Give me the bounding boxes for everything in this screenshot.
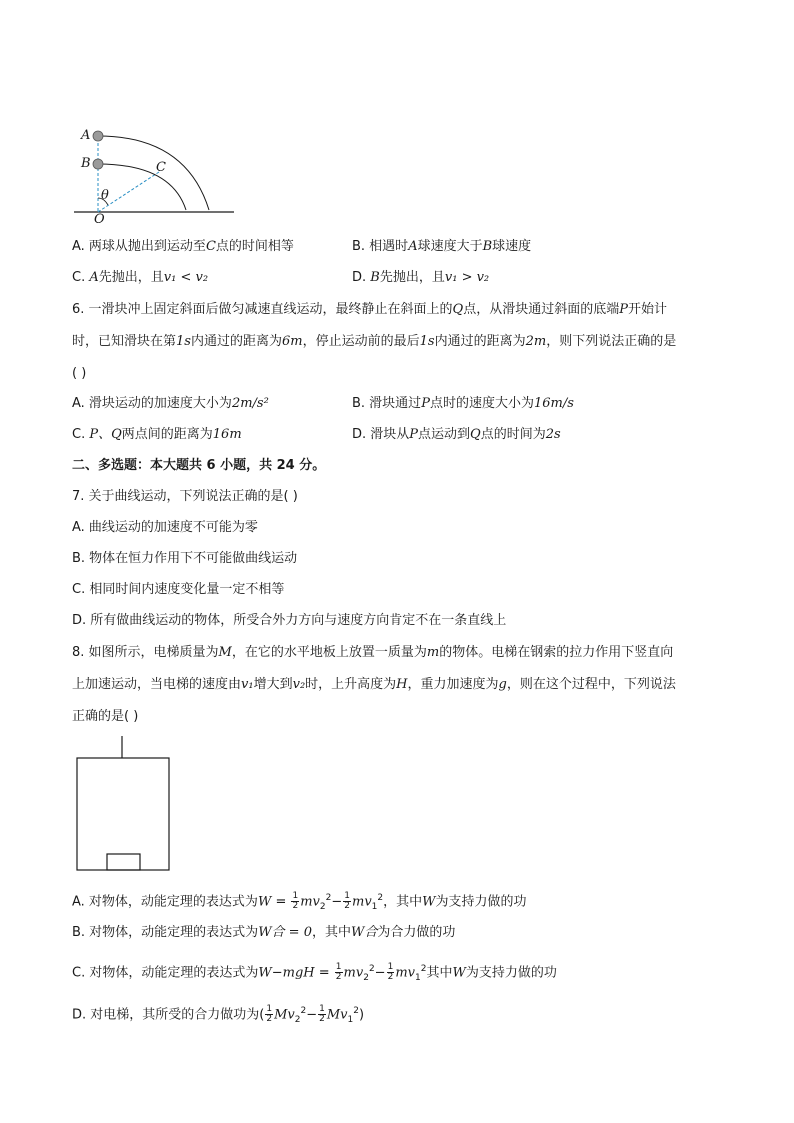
q6-stem-line3: ( ) (72, 366, 87, 381)
object-block (107, 854, 140, 870)
label-c: C (156, 160, 166, 175)
q6-option-c: C. P、Q两点间的距离为16m (72, 427, 242, 442)
label-a: A (81, 128, 91, 143)
q8-stem-line1: 8. 如图所示，电梯质量为M，在它的水平地板上放置一质量为m的物体。电梯在钢索的拉力作用下竖直向 (72, 645, 674, 660)
ball-a (93, 131, 103, 141)
q8-option-c: C. 对物体，动能定理的表达式为W−mgH = $\frac{1}{2}$ $mv_2^2-$ $\frac{1}{2}$ $mv_1^2$其中W为支持力做的功 (72, 962, 557, 983)
trajectory-a (98, 136, 209, 210)
q6-stem-line1: 6. 一滑块冲上固定斜面后做匀减速直线运动，最终静止在斜面上的Q点，从滑块通过斜面的底端P开始计 (72, 302, 667, 317)
q8-option-b: B. 对物体，动能定理的表达式为W合 = 0，其中W合为合力做的功 (72, 925, 456, 940)
q8-stem-line3: 正确的是( ) (72, 709, 139, 724)
q6-option-d: D. 滑块从P点运动到Q点的时间为2s (352, 427, 561, 442)
q8-stem-line2: 上加速运动，当电梯的速度由v₁增大到v₂时，上升高度为H，重力加速度为g，则在这个过程中，下列说法 (72, 677, 676, 692)
elevator-figure (72, 734, 176, 876)
q7-option-b: B. 物体在恒力作用下不可能做曲线运动 (72, 551, 298, 566)
label-theta: θ (101, 188, 109, 203)
q8-option-d: D. 对电梯，其所受的合力做功为( $\frac{1}{2}$ $Mv_2^2-$ $\frac{1}{2}$ $Mv_1^2$) (72, 1004, 365, 1025)
q7-option-a: A. 曲线运动的加速度不可能为零 (72, 520, 258, 535)
q7-option-c: C. 相同时间内速度变化量一定不相等 (72, 582, 285, 597)
label-b: B (81, 156, 91, 171)
section-2-header: 二、多选题：本大题共 6 小题，共 24 分。 (72, 458, 326, 473)
label-o: O (94, 212, 105, 227)
elevator-box (77, 758, 169, 870)
q5-option-b: B. 相遇时A球速度大于B球速度 (352, 239, 532, 254)
projectile-figure (66, 122, 241, 232)
q5-option-c: C. A先抛出，且v₁ < v₂ (72, 270, 209, 285)
q6-option-b: B. 滑块通过P点时的速度大小为16m/s (352, 396, 574, 411)
q7-option-d: D. 所有做曲线运动的物体，所受合外力方向与速度方向肯定不在一条直线上 (72, 613, 507, 628)
q5-option-a: A. 两球从抛出到运动至C点的时间相等 (72, 239, 294, 254)
q8-option-a: A. 对物体，动能定理的表达式为W = $\frac{1}{2}$ $mv_2^2-$ $\frac{1}{2}$ $mv_1^2$，其中W为支持力做的功 (72, 891, 527, 912)
ball-b (93, 159, 103, 169)
q6-option-a: A. 滑块运动的加速度大小为2m/s² (72, 396, 269, 411)
q5-option-d: D. B先抛出，且v₁ > v₂ (352, 270, 490, 285)
q7-stem: 7. 关于曲线运动，下列说法正确的是( ) (72, 489, 298, 504)
q6-stem-line2: 时，已知滑块在第1s内通过的距离为6m，停止运动前的最后1s内通过的距离为2m，则下列说法正确的是 (72, 334, 677, 349)
